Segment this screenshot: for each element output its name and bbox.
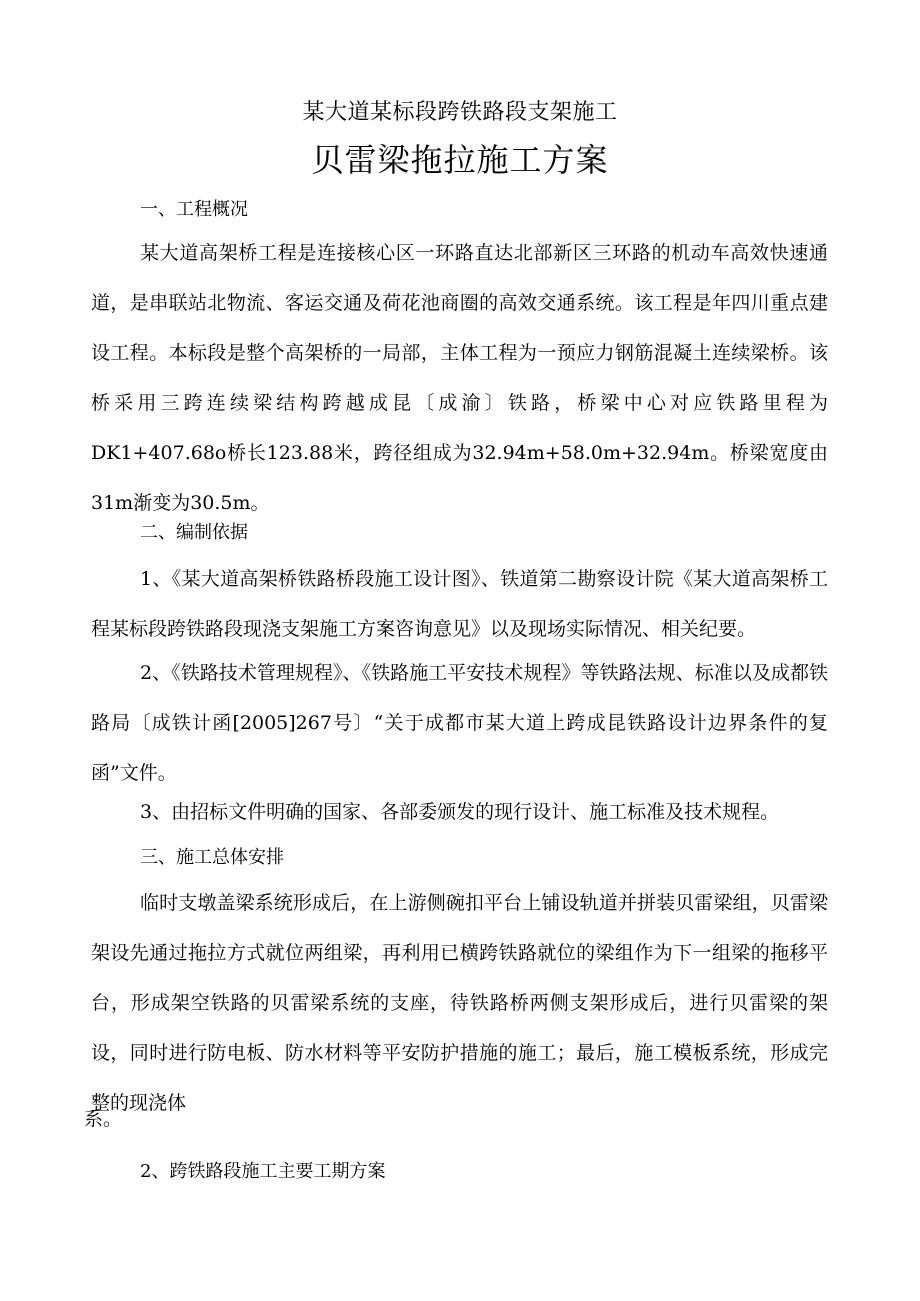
document-title-line2: 贝雷梁拖拉施工方案 (311, 141, 609, 179)
section3-heading: 三、施工总体安排 (140, 847, 284, 868)
section1-paragraph: 某大道高架桥工程是连接核心区一环路直达北部新区三环路的机动车高效快速通道，是串联站北物流、客运交通及荷花池商圈的高效交通系统。该工程是年四川重点建设工程。本标段是整个高架桥的一局部，主体工程为一预应力钢筋混凝土连续梁桥。该桥采用三跨连续梁结构跨越成昆〔成渝〕铁路，桥梁中心对应铁路里程为DK1+407.68o桥长123.88米，跨径组成为32.94m+58.0m+32.94m。桥梁宽度由31m渐变为30.5m。 (91, 242, 828, 514)
document-title-line1: 某大道某标段跨铁路段支架施工 (302, 100, 618, 125)
section2-item3: 3、由招标文件明确的国家、各部委颁发的现行设计、施工标准及技术规程。 (140, 801, 780, 823)
section3-subheading: 2、跨铁路段施工主要工期方案 (140, 1161, 386, 1182)
section2-item2: 2、《铁路技术管理规程》、《铁路施工平安技术规程》等铁路法规、标准以及成都铁路局〔成铁计函[2005]267号〕“关于成都市某大道上跨成昆铁路设计边界条件的复函”文件。 (91, 662, 828, 784)
section2-item1: 1、《某大道高架桥铁路桥段施工设计图》、铁道第二勘察设计院《某大道高架桥工程某标段跨铁路段现浇支架施工方案咨询意见》以及现场实际情况、相关纪要。 (91, 568, 828, 640)
section3-paragraph-tail: 系。 (84, 1108, 123, 1130)
section2-heading: 二、编制依据 (140, 522, 248, 543)
section1-heading: 一、工程概况 (140, 199, 248, 220)
section3-paragraph: 临时支墩盖梁系统形成后，在上游侧碗扣平台上铺设轨道并拼装贝雷梁组，贝雷梁架设先通过拖拉方式就位两组梁，再利用已横跨铁路就位的梁组作为下一组梁的拖移平台，形成架空铁路的贝雷梁系统的支座，待铁路桥两侧支架形成后，进行贝雷梁的架设，同时进行防电板、防水材料等平安防护措施的施工；最后，施工模板系统，形成完整的现浇体 (91, 892, 828, 1114)
